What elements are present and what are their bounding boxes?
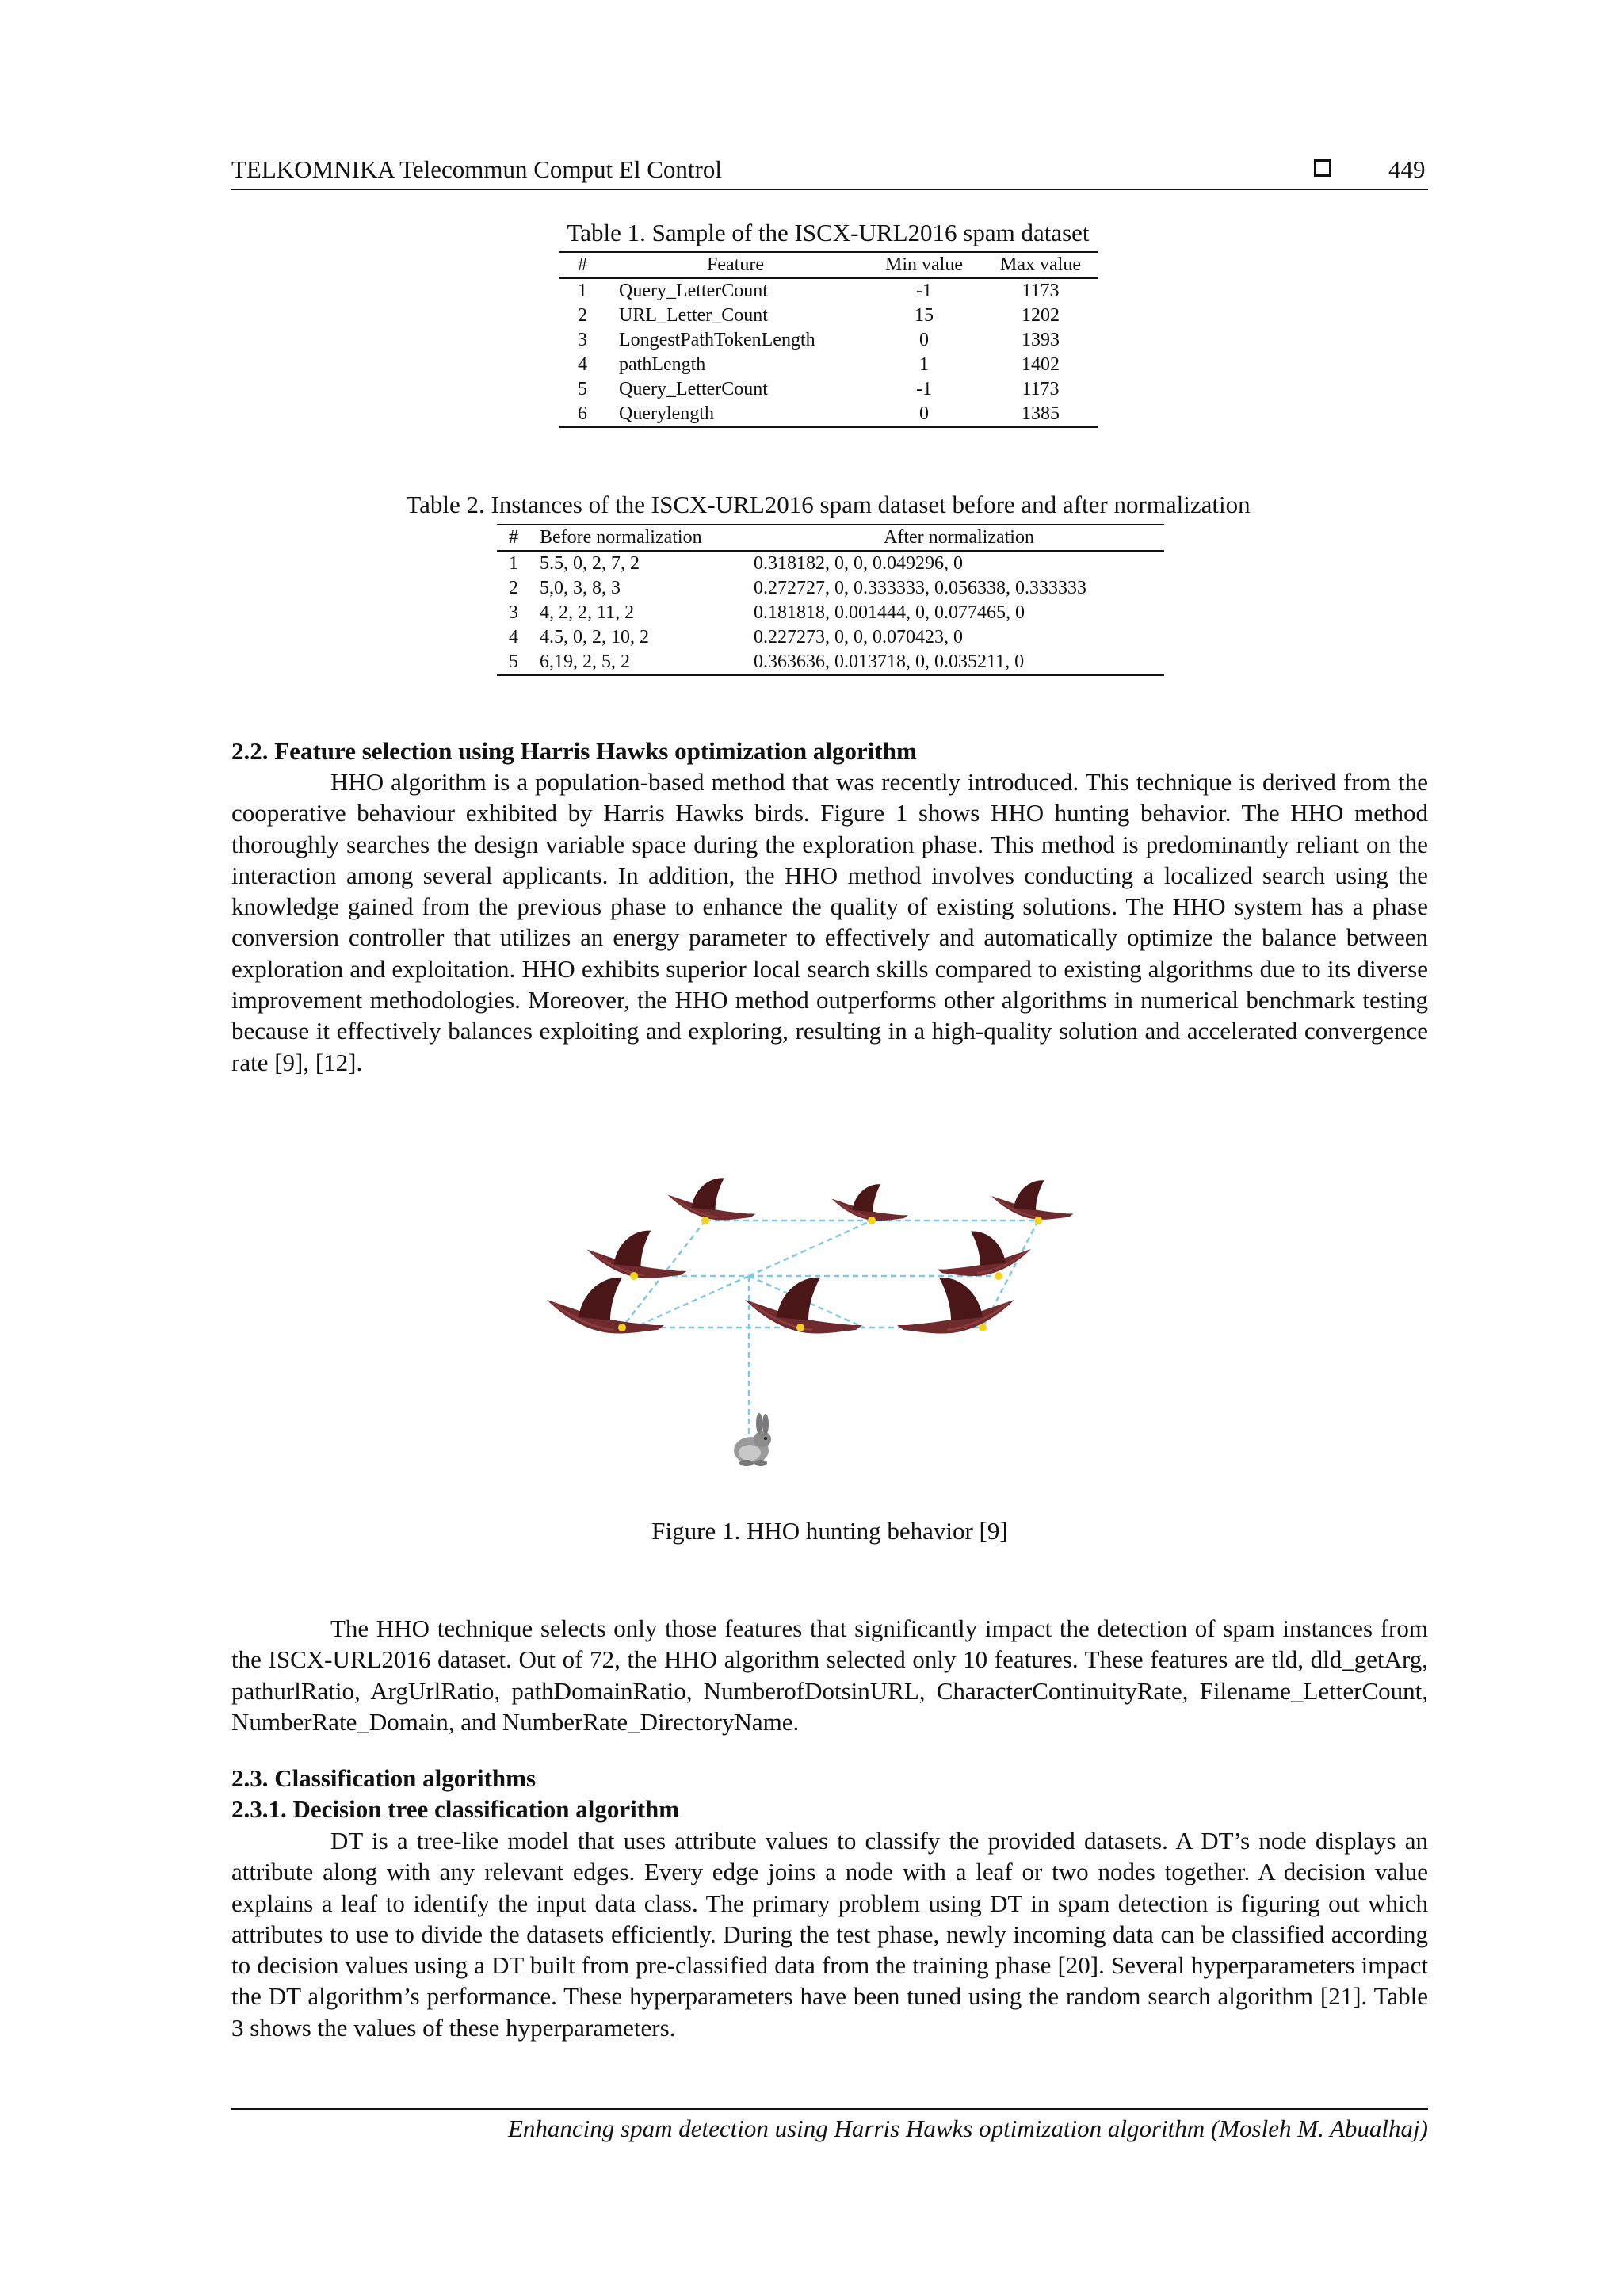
table1-col-min: Min value bbox=[885, 254, 963, 275]
table2-cell: 0.318182, 0, 0, 0.049296, 0 bbox=[754, 553, 963, 574]
table1-cell: 0 bbox=[919, 330, 929, 350]
section-2-3-1-text: DT is a tree-like model that uses attribute values to classify the provided datasets. A DT’s node displays an attribute along with any relevant edges. Every edge joins a node with a leaf or two nodes together. A decision value explains a leaf to identify the input data class. The primary problem using DT in spam detection is figuring out which attributes to use to divide the datasets efficiently. During the test phase, newly incoming data can be classified according to decision values using a DT built from pre-classified data from the training phase [20]. Several hyperparameters impact the DT algorithm’s performance. These hyperparameters have been tuned using the random search algorithm [21]. Table 3 shows the values of these hyperparameters. bbox=[231, 1827, 1428, 2042]
table1-row bbox=[559, 304, 1098, 328]
table1-caption: Table 1. Sample of the ISCX-URL2016 spam dataset bbox=[567, 219, 1090, 246]
table1-cell: 1173 bbox=[1022, 379, 1060, 399]
section-2-3-heading: 2.3. Classification algorithms bbox=[231, 1764, 537, 1792]
table1-cell: -1 bbox=[916, 379, 932, 399]
hawk-icon bbox=[668, 1178, 756, 1220]
table2-cell: 5.5, 0, 2, 7, 2 bbox=[540, 553, 640, 574]
table2-body bbox=[497, 551, 1164, 675]
table2-cell: 3 bbox=[509, 602, 518, 623]
table1-cell: Query_LetterCount bbox=[619, 281, 768, 301]
table2-cell: 4, 2, 2, 11, 2 bbox=[540, 602, 635, 623]
section-2-2-text: HHO algorithm is a population-based method that was recently introduced. This technique is derived from the cooperative behaviour exhibited by Harris Hawks birds. Figure 1 shows HHO hunting behavior. The HHO method thoroughly searches the design variable space during the exploration phase. This method is predominantly reliant on the interaction among several applicants. In addition, the HHO method involves conducting a localized search using the knowledge gained from the previous phase to enhance the quality of existing solutions. The HHO system has a phase conversion controller that utilizes an energy parameter to effectively and automatically optimize the balance between exploration and exploitation. HHO exhibits superior local search skills compared to existing algorithms due to its diverse improvement methodologies. Moreover, the HHO method outperforms other algorithms in numerical benchmark testing because it effectively balances exploiting and exploring, resulting in a high-quality solution and accelerated convergence rate [9], [12]. bbox=[231, 768, 1428, 1076]
table2-cell: 4.5, 0, 2, 10, 2 bbox=[540, 627, 649, 648]
section-2-3-1-heading: 2.3.1. Decision tree classification algorithm bbox=[231, 1795, 680, 1823]
table1-cell: 5 bbox=[578, 379, 587, 399]
table2-row bbox=[497, 601, 1164, 625]
table1-cell: 2 bbox=[578, 305, 587, 326]
table2-row bbox=[497, 625, 1164, 650]
figure1-caption: Figure 1. HHO hunting behavior [9] bbox=[651, 1517, 1008, 1545]
table1-cell: 1 bbox=[919, 354, 929, 375]
table1-col-max: Max value bbox=[1000, 254, 1081, 275]
hawk-icon bbox=[938, 1231, 1031, 1276]
table2-col-after: After normalization bbox=[884, 527, 1034, 548]
table1-cell: -1 bbox=[916, 281, 932, 301]
table1-cell: 1173 bbox=[1022, 281, 1060, 301]
table1-cell: Querylength bbox=[619, 403, 714, 424]
table1-cell: 1393 bbox=[1022, 330, 1060, 350]
footer-rule bbox=[231, 2108, 1428, 2110]
table1-cell: 4 bbox=[578, 354, 587, 375]
hawk-icon bbox=[547, 1278, 664, 1334]
table2-caption: Table 2. Instances of the ISCX-URL2016 spam dataset before and after normalization bbox=[406, 491, 1251, 518]
table1-col-feature: Feature bbox=[707, 254, 764, 275]
table1-row bbox=[559, 353, 1098, 377]
table2-cell: 4 bbox=[509, 627, 518, 648]
table1-cell: 6 bbox=[578, 403, 587, 424]
table1-cell: pathLength bbox=[619, 354, 706, 375]
hawk-icon bbox=[587, 1231, 687, 1278]
section-2-2-paragraph bbox=[231, 766, 1428, 1078]
table2-cell: 0.363636, 0.013718, 0, 0.035211, 0 bbox=[754, 651, 1025, 672]
table1-cell: 1385 bbox=[1022, 403, 1060, 424]
table2-row bbox=[497, 576, 1164, 601]
checkbox-square-icon bbox=[1314, 159, 1331, 177]
table1-cell: 15 bbox=[915, 305, 934, 326]
hawk-icon bbox=[991, 1180, 1074, 1219]
table1-header-row bbox=[559, 252, 1098, 278]
table1-cell: 1202 bbox=[1022, 305, 1060, 326]
section-2-3-1-paragraph bbox=[231, 1825, 1428, 2043]
running-title: Enhancing spam detection using Harris Hawks optimization algorithm (Mosleh M. Abualhaj) bbox=[507, 2115, 1428, 2142]
table2-row bbox=[497, 650, 1164, 675]
table2-cell: 0.181818, 0.001444, 0, 0.077465, 0 bbox=[754, 602, 1025, 623]
table2-cell: 2 bbox=[509, 578, 518, 598]
table2-row bbox=[497, 551, 1164, 576]
page-number: 449 bbox=[1388, 155, 1426, 183]
table1 bbox=[559, 251, 1098, 428]
header-rule bbox=[231, 189, 1428, 190]
table1-row bbox=[559, 377, 1098, 402]
hawk-icon bbox=[897, 1278, 1014, 1334]
table1-row bbox=[559, 278, 1098, 304]
journal-title: TELKOMNIKA Telecommun Comput El Control bbox=[231, 155, 722, 183]
hho-paragraph-text: The HHO technique selects only those features that significantly impact the detection of spam instances from the ISCX-URL2016 dataset. Out of 72, the HHO algorithm selected only 10 features. These features are tld, dld_getArg, pathurlRatio, ArgUrlRatio, pathDomainRatio, NumberofDotsinURL, CharacterContinuityRate, Filename_LetterCount, NumberRate_Domain, and NumberRate_DirectoryName. bbox=[231, 1614, 1428, 1736]
table1-col-num: # bbox=[578, 254, 587, 275]
table1-cell: LongestPathTokenLength bbox=[619, 330, 815, 350]
table1-cell: Query_LetterCount bbox=[619, 379, 768, 399]
table2-col-num: # bbox=[509, 527, 518, 548]
section-2-2-heading: 2.2. Feature selection using Harris Hawks optimization algorithm bbox=[231, 737, 917, 765]
table1-cell: 0 bbox=[919, 403, 929, 424]
table1-row bbox=[559, 328, 1098, 353]
table2-col-before: Before normalization bbox=[540, 527, 702, 548]
hawk-icon bbox=[832, 1184, 908, 1221]
table1-cell: 1 bbox=[578, 281, 587, 301]
table1-cell: 3 bbox=[578, 330, 587, 350]
table2-cell: 0.227273, 0, 0, 0.070423, 0 bbox=[754, 627, 963, 648]
table1-cell: URL_Letter_Count bbox=[619, 305, 768, 326]
table1-cell: 1402 bbox=[1022, 354, 1060, 375]
table2 bbox=[497, 524, 1164, 676]
rabbit-icon bbox=[734, 1413, 771, 1466]
table1-body bbox=[559, 278, 1098, 427]
table2-header-row bbox=[497, 525, 1164, 551]
table2-cell: 0.272727, 0, 0.333333, 0.056338, 0.333333 bbox=[754, 578, 1086, 598]
figure1-hho-illustration bbox=[539, 1165, 1125, 1498]
hho-paragraph bbox=[231, 1613, 1428, 1737]
table2-cell: 5 bbox=[509, 651, 518, 672]
hawk-icon bbox=[745, 1278, 862, 1334]
table2-cell: 5,0, 3, 8, 3 bbox=[540, 578, 621, 598]
table2-cell: 1 bbox=[509, 553, 518, 574]
table1-row bbox=[559, 402, 1098, 427]
table2-cell: 6,19, 2, 5, 2 bbox=[540, 651, 630, 672]
